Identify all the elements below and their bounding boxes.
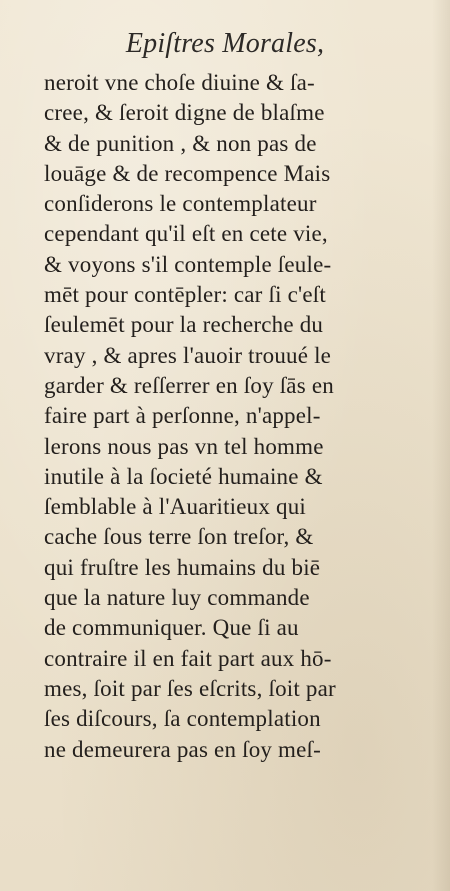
text-line: vray , & apres l'auoir trouué le (44, 342, 332, 368)
text-line: garder & reſſerrer en ſoy ſās en (44, 372, 334, 398)
text-line: louāge & de recompence Mais (44, 160, 331, 186)
text-line: & voyons s'il contemple ſeule- (44, 251, 332, 277)
text-line: neroit vne choſe diuine & ſa- (44, 70, 315, 95)
text-line: ſeulemēt pour la recherche du (44, 312, 324, 338)
text-line: mes, ſoit par ſes eſcrits, ſoit par (44, 675, 336, 701)
text-line: ſes diſcours, ſa contemplation (44, 706, 321, 732)
text-line: que la nature luy commande (44, 585, 310, 611)
text-line: de communiquer. Que ſi au (44, 615, 299, 641)
running-head: Epiſtres Morales, (125, 28, 325, 59)
text-line: lerons nous pas vn tel homme (44, 433, 324, 459)
text-line: cependant qu'il eſt en cete vie, (44, 221, 328, 247)
text-line: conſiderons le contemplateur (44, 191, 317, 217)
text-line: contraire il en fait part aux hō- (44, 645, 332, 671)
text-line: qui fruſtre les humains du biē (44, 554, 321, 580)
page-edge-shadow (432, 0, 450, 891)
text-line: ne demeurera pas en ſoy meſ- (44, 736, 322, 762)
page-body-text (44, 68, 424, 765)
text-line: mēt pour contēpler: car ſi c'eſt (44, 282, 326, 308)
text-line: ſemblable à l'Auaritieux qui (44, 494, 307, 520)
text-line: & de punition , & non pas de (44, 130, 317, 156)
text-line: cache ſous terre ſon treſor, & (44, 524, 314, 550)
text-line: faire part à perſonne, n'appel- (44, 403, 321, 429)
text-line: inutile à la ſocieté humaine & (44, 463, 323, 489)
text-line: cree, & ſeroit digne de blaſme (44, 100, 325, 126)
